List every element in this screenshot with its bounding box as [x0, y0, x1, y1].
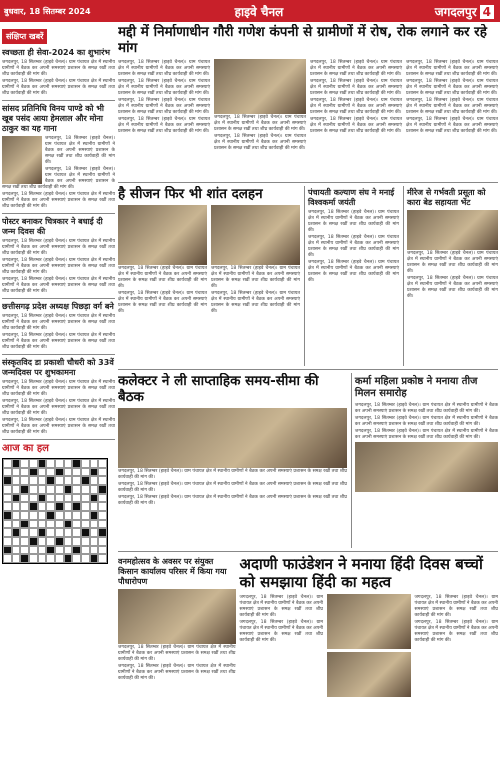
crossword-puzzle: [2, 458, 108, 564]
body-text: जगदलपुर, 18 सितम्बर (हाइवे चैनल)। ग्राम पंचायत क्षेत्र में स्थानीय ग्रामीणों ने बैठक कर अपनी समस्याएं प्रशासन के समक्ष रखीं तथा शीघ्र कार्यवाही की मांग की।: [118, 98, 210, 115]
story-photo: [118, 205, 207, 265]
left-head-1: स्वच्छता ही सेवा-2024 का शुभारंभ: [2, 48, 110, 57]
page-number: 4: [480, 5, 494, 19]
body-text: जगदलपुर, 18 सितम्बर (हाइवे चैनल)। ग्राम पंचायत क्षेत्र में स्थानीय ग्रामीणों ने बैठक कर अपनी समस्याएं प्रशासन के समक्ष रखीं तथा शीघ्र कार्यवाही की मांग की।: [239, 620, 323, 643]
body-text: जगदलपुर, 18 सितम्बर (हाइवे चैनल)। ग्राम पंचायत क्षेत्र में स्थानीय ग्रामीणों ने बैठक कर अपनी समस्याएं प्रशासन के समक्ष रखीं तथा शीघ्र कार्यवाही की मांग की।: [414, 620, 498, 643]
left-column: [2, 24, 115, 756]
left-text: जगदलपुर, 18 सितम्बर (हाइवे चैनल)। ग्राम पंचायत क्षेत्र में स्थानीय ग्रामीणों ने बैठक कर अपनी समस्याएं प्रशासन के समक्ष रखीं तथा शीघ्र कार्यवाही की मांग की।: [2, 277, 115, 294]
story-photo: [211, 205, 300, 265]
brand-name: हाइवे चैनल: [234, 4, 284, 19]
body-text: जगदलपुर, 18 सितम्बर (हाइवे चैनल)। ग्राम पंचायत क्षेत्र में स्थानीय ग्रामीणों ने बैठक कर अपनी समस्याएं प्रशासन के समक्ष रखीं तथा शीघ्र कार्यवाही की मांग की।: [407, 251, 498, 274]
meeting-photo: [118, 408, 347, 468]
left-text: जगदलपुर, 18 सितम्बर (हाइवे चैनल)। ग्राम पंचायत क्षेत्र में स्थानीय ग्रामीणों ने बैठक कर अपनी समस्याएं प्रशासन के समक्ष रखीं तथा शीघ्र कार्यवाही की मांग की।: [2, 60, 115, 77]
body-text: जगदलपुर, 18 सितम्बर (हाइवे चैनल)। ग्राम पंचायत क्षेत्र में स्थानीय ग्रामीणों ने बैठक कर अपनी समस्याएं प्रशासन के समक्ष रखीं तथा शीघ्र कार्यवाही की मांग की।: [310, 79, 402, 96]
left-head-4: छत्तीसगढ़ प्रदेश अध्यक्ष पिछड़ा वर्ग बने: [2, 302, 114, 311]
body-text: जगदलपुर, 18 सितम्बर (हाइवे चैनल)। ग्राम पंचायत क्षेत्र में स्थानीय ग्रामीणों ने बैठक कर अपनी समस्याएं प्रशासन के समक्ष रखीं तथा शीघ्र कार्यवाही की मांग की।: [308, 210, 399, 233]
body-text: जगदलपुर, 18 सितम्बर (हाइवे चैनल)। ग्राम पंचायत क्षेत्र में स्थानीय ग्रामीणों ने बैठक कर अपनी समस्याएं प्रशासन के समक्ष रखीं तथा शीघ्र कार्यवाही की मांग की।: [406, 117, 498, 134]
story-headline: कलेक्टर ने ली साप्ताहिक समय-सीमा की बैठक: [118, 373, 319, 405]
masthead: [0, 0, 500, 22]
body-text: जगदलपुर, 18 सितम्बर (हाइवे चैनल)। ग्राम पंचायत क्षेत्र में स्थानीय ग्रामीणों ने बैठक कर अपनी समस्याएं प्रशासन के समक्ष रखीं तथा शीघ्र कार्यवाही की मांग की।: [211, 266, 300, 289]
body-text: जगदलपुर, 18 सितम्बर (हाइवे चैनल)। ग्राम पंचायत क्षेत्र में स्थानीय ग्रामीणों ने बैठक कर अपनी समस्याएं प्रशासन के समक्ष रखीं तथा शीघ्र कार्यवाही की मांग की।: [118, 291, 207, 314]
left-head-3: पोस्टर बनाकर चित्रकार ने बधाई दी जन्म दिवस की: [2, 217, 103, 236]
body-text: जगदलपुर, 18 सितम्बर (हाइवे चैनल)। ग्राम पंचायत क्षेत्र में स्थानीय ग्रामीणों ने बैठक कर अपनी समस्याएं प्रशासन के समक्ष रखीं तथा शीघ्र कार्यवाही की मांग की।: [118, 266, 207, 289]
story-headline: मीरेज से गर्भवती प्रसूता को कारा बेड सहायता भेंट: [407, 188, 486, 207]
story-headline: वनमहोत्सव के अवसर पर संयुक्त किसान कार्यालय परिसर में किया गया पौधारोपण: [118, 557, 227, 586]
body-text: जगदलपुर, 18 सितम्बर (हाइवे चैनल)। ग्राम पंचायत क्षेत्र में स्थानीय ग्रामीणों ने बैठक कर अपनी समस्याएं प्रशासन के समक्ष रखीं तथा शीघ्र कार्यवाही की मांग की।: [407, 276, 498, 299]
left-text: जगदलपुर, 18 सितम्बर (हाइवे चैनल)। ग्राम पंचायत क्षेत्र में स्थानीय ग्रामीणों ने बैठक कर अपनी समस्याएं प्रशासन के समक्ष रखीं तथा शीघ्र कार्यवाही की मांग की।: [2, 380, 115, 397]
body-text: जगदलपुर, 18 सितम्बर (हाइवे चैनल)। ग्राम पंचायत क्षेत्र में स्थानीय ग्रामीणों ने बैठक कर अपनी समस्याएं प्रशासन के समक्ष रखीं तथा शीघ्र कार्यवाही की मांग की।: [118, 117, 210, 134]
body-text: जगदलपुर, 18 सितम्बर (हाइवे चैनल)। ग्राम पंचायत क्षेत्र में स्थानीय ग्रामीणों ने बैठक कर अपनी समस्याएं प्रशासन के समक्ष रखीं तथा शीघ्र कार्यवाही की मांग की।: [406, 60, 498, 77]
story-photo: [407, 210, 498, 250]
brief-news-tag: संक्षिप्त खबरें: [2, 29, 47, 44]
event-photo: [355, 442, 498, 492]
story-headline: अदाणी फाउंडेशन ने मनाया हिंदी दिवस बच्चों को समझाया हिंदी का महत्व: [239, 555, 483, 591]
left-text: जगदलपुर, 18 सितम्बर (हाइवे चैनल)। ग्राम पंचायत क्षेत्र में स्थानीय ग्रामीणों ने बैठक कर अपनी समस्याएं प्रशासन के समक्ष रखीं तथा शीघ्र कार्यवाही की मांग की।: [2, 192, 115, 209]
left-text: जगदलपुर, 18 सितम्बर (हाइवे चैनल)। ग्राम पंचायत क्षेत्र में स्थानीय ग्रामीणों ने बैठक कर अपनी समस्याएं प्रशासन के समक्ष रखीं तथा शीघ्र कार्यवाही की मांग की।: [2, 399, 115, 416]
body-text: जगदलपुर, 18 सितम्बर (हाइवे चैनल)। ग्राम पंचायत क्षेत्र में स्थानीय ग्रामीणों ने बैठक कर अपनी समस्याएं प्रशासन के समक्ष रखीं तथा शीघ्र कार्यवाही की मांग की।: [118, 469, 347, 480]
body-text: जगदलपुर, 18 सितम्बर (हाइवे चैनल)। ग्राम पंचायत क्षेत्र में स्थानीय ग्रामीणों ने बैठक कर अपनी समस्याएं प्रशासन के समक्ष रखीं तथा शीघ्र कार्यवाही की मांग की।: [308, 235, 399, 258]
body-text: जगदलपुर, 18 सितम्बर (हाइवे चैनल)। ग्राम पंचायत क्षेत्र में स्थानीय ग्रामीणों ने बैठक कर अपनी समस्याएं प्रशासन के समक्ष रखीं तथा शीघ्र कार्यवाही की मांग की।: [310, 98, 402, 115]
body-text: जगदलपुर, 18 सितम्बर (हाइवे चैनल)। ग्राम पंचायत क्षेत्र में स्थानीय ग्रामीणों ने बैठक कर अपनी समस्याएं प्रशासन के समक्ष रखीं तथा शीघ्र कार्यवाही की मांग की।: [239, 595, 323, 618]
body-text: जगदलपुर, 18 सितम्बर (हाइवे चैनल)। ग्राम पंचायत क्षेत्र में स्थानीय ग्रामीणों ने बैठक कर अपनी समस्याएं प्रशासन के समक्ष रखीं तथा शीघ्र कार्यवाही की मांग की।: [406, 79, 498, 96]
lead-headline: मद्दी में निर्माणाधीन गौरी गणेश कंपनी से ग्रामीणों में रोष, रोक लगाने कर रहे मांग: [118, 24, 487, 56]
left-text: जगदलपुर, 18 सितम्बर (हाइवे चैनल)। ग्राम पंचायत क्षेत्र में स्थानीय ग्रामीणों ने बैठक कर अपनी समस्याएं प्रशासन के समक्ष रखीं तथा शीघ्र कार्यवाही की मांग की।: [2, 258, 115, 275]
left-head-2: सांसद प्रतिनिधि विनय पाण्डे को भी खूब पसंद आया हेमलाल और मोना ठाकुर का यह गाना: [2, 104, 104, 133]
body-text: जगदलपुर, 18 सितम्बर (हाइवे चैनल)। ग्राम पंचायत क्षेत्र में स्थानीय ग्रामीणों ने बैठक कर अपनी समस्याएं प्रशासन के समक्ष रखीं तथा शीघ्र कार्यवाही की मांग की।: [118, 60, 210, 77]
body-text: जगदलपुर, 18 सितम्बर (हाइवे चैनल)। ग्राम पंचायत क्षेत्र में स्थानीय ग्रामीणों ने बैठक कर अपनी समस्याएं प्रशासन के समक्ष रखीं तथा शीघ्र कार्यवाही की मांग की।: [414, 595, 498, 618]
group-photo: [214, 59, 306, 114]
body-text: जगदलपुर, 18 सितम्बर (हाइवे चैनल)। ग्राम पंचायत क्षेत्र में स्थानीय ग्रामीणों ने बैठक कर अपनी समस्याएं प्रशासन के समक्ष रखीं तथा शीघ्र कार्यवाही की मांग की।: [354, 403, 498, 414]
person-photo: [2, 136, 42, 184]
city-name: जगदलपुर 4: [364, 3, 500, 20]
body-text: जगदलपुर, 18 सितम्बर (हाइवे चैनल)। ग्राम पंचायत क्षेत्र में स्थानीय ग्रामीणों ने बैठक कर अपनी समस्याएं प्रशासन के समक्ष रखीं तथा शीघ्र कार्यवाही की मांग की।: [214, 134, 306, 151]
left-text: जगदलपुर, 18 सितम्बर (हाइवे चैनल)। ग्राम पंचायत क्षेत्र में स्थानीय ग्रामीणों ने बैठक कर अपनी समस्याएं प्रशासन के समक्ष रखीं तथा शीघ्र कार्यवाही की मांग की।: [45, 136, 115, 165]
body-text: जगदलपुर, 18 सितम्बर (हाइवे चैनल)। ग्राम पंचायत क्षेत्र में स्थानीय ग्रामीणों ने बैठक कर अपनी समस्याएं प्रशासन के समक्ष रखीं तथा शीघ्र कार्यवाही की मांग की।: [118, 495, 347, 506]
body-text: जगदलपुर, 18 सितम्बर (हाइवे चैनल)। ग्राम पंचायत क्षेत्र में स्थानीय ग्रामीणों ने बैठक कर अपनी समस्याएं प्रशासन के समक्ष रखीं तथा शीघ्र कार्यवाही की मांग की।: [118, 79, 210, 96]
body-text: जगदलपुर, 18 सितम्बर (हाइवे चैनल)। ग्राम पंचायत क्षेत्र में स्थानीय ग्रामीणों ने बैठक कर अपनी समस्याएं प्रशासन के समक्ष रखीं तथा शीघ्र कार्यवाही की मांग की।: [354, 429, 498, 440]
body-text: जगदलपुर, 18 सितम्बर (हाइवे चैनल)। ग्राम पंचायत क्षेत्र में स्थानीय ग्रामीणों ने बैठक कर अपनी समस्याएं प्रशासन के समक्ष रखीं तथा शीघ्र कार्यवाही की मांग की।: [118, 645, 236, 662]
body-text: जगदलपुर, 18 सितम्बर (हाइवे चैनल)। ग्राम पंचायत क्षेत्र में स्थानीय ग्रामीणों ने बैठक कर अपनी समस्याएं प्रशासन के समक्ष रखीं तथा शीघ्र कार्यवाही की मांग की।: [354, 416, 498, 427]
body-text: जगदलपुर, 18 सितम्बर (हाइवे चैनल)। ग्राम पंचायत क्षेत्र में स्थानीय ग्रामीणों ने बैठक कर अपनी समस्याएं प्रशासन के समक्ष रखीं तथा शीघ्र कार्यवाही की मांग की।: [406, 98, 498, 115]
left-head-5: संस्कृतविद डा प्रकाशी चौधरी को 33वें जन्मदिवस पर शुभकामना: [2, 358, 114, 377]
body-text: जगदलपुर, 18 सितम्बर (हाइवे चैनल)। ग्राम पंचायत क्षेत्र में स्थानीय ग्रामीणों ने बैठक कर अपनी समस्याएं प्रशासन के समक्ष रखीं तथा शीघ्र कार्यवाही की मांग की।: [118, 482, 347, 493]
issue-date: बुधवार, 18 सितम्बर 2024: [4, 6, 91, 16]
body-text: जगदलपुर, 18 सितम्बर (हाइवे चैनल)। ग्राम पंचायत क्षेत्र में स्थानीय ग्रामीणों ने बैठक कर अपनी समस्याएं प्रशासन के समक्ष रखीं तथा शीघ्र कार्यवाही की मांग की।: [118, 664, 236, 681]
left-text: जगदलपुर, 18 सितम्बर (हाइवे चैनल)। ग्राम पंचायत क्षेत्र में स्थानीय ग्रामीणों ने बैठक कर अपनी समस्याएं प्रशासन के समक्ष रखीं तथा शीघ्र कार्यवाही की मांग की।: [2, 79, 115, 96]
body-text: जगदलपुर, 18 सितम्बर (हाइवे चैनल)। ग्राम पंचायत क्षेत्र में स्थानीय ग्रामीणों ने बैठक कर अपनी समस्याएं प्रशासन के समक्ष रखीं तथा शीघ्र कार्यवाही की मांग की।: [214, 115, 306, 132]
left-text: जगदलपुर, 18 सितम्बर (हाइवे चैनल)। ग्राम पंचायत क्षेत्र में स्थानीय ग्रामीणों ने बैठक कर अपनी समस्याएं प्रशासन के समक्ष रखीं तथा शीघ्र कार्यवाही की मांग की।: [2, 314, 115, 331]
left-text: जगदलपुर, 18 सितम्बर (हाइवे चैनल)। ग्राम पंचायत क्षेत्र में स्थानीय ग्रामीणों ने बैठक कर अपनी समस्याएं प्रशासन के समक्ष रखीं तथा शीघ्र कार्यवाही की मांग की।: [2, 167, 115, 190]
main-area: [118, 24, 498, 756]
story-headline: है सीजन फिर भी शांत दलहन: [118, 186, 263, 202]
left-text: जगदलपुर, 18 सितम्बर (हाइवे चैनल)। ग्राम पंचायत क्षेत्र में स्थानीय ग्रामीणों ने बैठक कर अपनी समस्याएं प्रशासन के समक्ष रखीं तथा शीघ्र कार्यवाही की मांग की।: [2, 418, 115, 435]
story-headline: कर्मा महिला प्रकोष्ठ ने मनाया तीज मिलन समारोह: [354, 376, 478, 399]
left-text: जगदलपुर, 18 सितम्बर (हाइवे चैनल)। ग्राम पंचायत क्षेत्र में स्थानीय ग्रामीणों ने बैठक कर अपनी समस्याएं प्रशासन के समक्ष रखीं तथा शीघ्र कार्यवाही की मांग की।: [2, 333, 115, 350]
school-photo: [327, 594, 411, 649]
left-text: जगदलपुर, 18 सितम्बर (हाइवे चैनल)। ग्राम पंचायत क्षेत्र में स्थानीय ग्रामीणों ने बैठक कर अपनी समस्याएं प्रशासन के समक्ष रखीं तथा शीघ्र कार्यवाही की मांग की।: [2, 239, 115, 256]
body-text: जगदलपुर, 18 सितम्बर (हाइवे चैनल)। ग्राम पंचायत क्षेत्र में स्थानीय ग्रामीणों ने बैठक कर अपनी समस्याएं प्रशासन के समक्ष रखीं तथा शीघ्र कार्यवाही की मांग की।: [310, 60, 402, 77]
plantation-photo: [118, 589, 236, 644]
body-text: जगदलपुर, 18 सितम्बर (हाइवे चैनल)। ग्राम पंचायत क्षेत्र में स्थानीय ग्रामीणों ने बैठक कर अपनी समस्याएं प्रशासन के समक्ष रखीं तथा शीघ्र कार्यवाही की मांग की।: [310, 117, 402, 134]
school-photo: [327, 652, 411, 697]
story-headline: पंचायती कल्याण संघ ने मनाई विश्वकर्मा जयंती: [308, 188, 395, 207]
body-text: जगदलपुर, 18 सितम्बर (हाइवे चैनल)। ग्राम पंचायत क्षेत्र में स्थानीय ग्रामीणों ने बैठक कर अपनी समस्याएं प्रशासन के समक्ष रखीं तथा शीघ्र कार्यवाही की मांग की।: [308, 260, 399, 283]
body-text: जगदलपुर, 18 सितम्बर (हाइवे चैनल)। ग्राम पंचायत क्षेत्र में स्थानीय ग्रामीणों ने बैठक कर अपनी समस्याएं प्रशासन के समक्ष रखीं तथा शीघ्र कार्यवाही की मांग की।: [211, 291, 300, 314]
puzzle-title: आज का हल: [2, 443, 49, 454]
